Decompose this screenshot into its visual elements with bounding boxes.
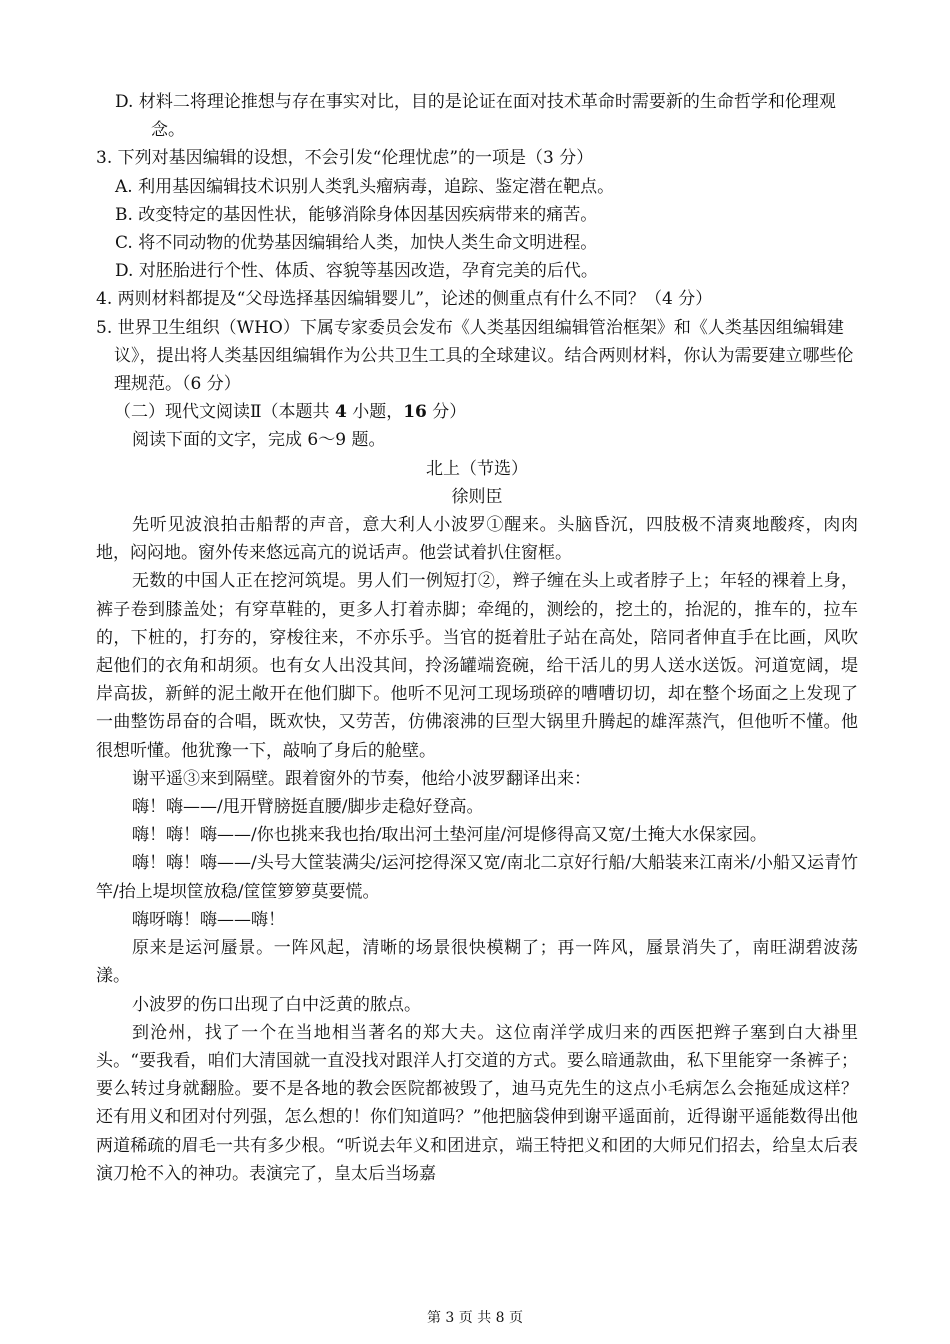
- question-3-option-b: B. 改变特定的基因性状，能够消除身体因基因疾病带来的痛苦。: [115, 204, 598, 225]
- article-paragraph: 到沧州，找了一个在当地相当著名的郑大夫。这位南洋学成归来的西医把辫子塞到白大褂里头。“要我看，咱们大清国就一直没找对跟洋人打交道的方式。要么暗通款曲，私下里能穿一条裤子；要么转过身就翻脸。要不是各地的教会医院都被毁了，迪马克先生的这点小毛病怎么会拖延成这样？还有用义和团对付列强，怎么想的！你们知道吗？”他把脑袋伸到谢平遥面前，近得谢平遥能数得出他两道稀疏的眉毛一共有多少根。“听说去年义和团进京，端王特把义和团的大师兄们招去，给皇太后表演刀枪不入的神功。表演完了，皇太后当场嘉: [96, 1022, 858, 1184]
- question-3-option-d: D. 对胚胎进行个性、体质、容貌等基因改造，孕育完美的后代。: [115, 261, 598, 282]
- question-3-option-a: A. 利用基因编辑技术识别人类乳头瘤病毒，追踪、鉴定潜在靶点。: [115, 176, 615, 197]
- section-score: 16: [403, 402, 427, 423]
- song-line: 嗨！嗨！嗨——/你也挑来我也抬/取出河土垫河崖/河堤修得高又宽/土掩大水保家园。: [132, 825, 767, 846]
- article-paragraph: 小波罗的伤口出现了白中泛黄的脓点。: [132, 994, 421, 1015]
- article-paragraph: 先听见波浪拍击船帮的声音，意大利人小波罗①醒来。头脑昏沉，四肢极不清爽地酸疼，肉肉地，闷闷地。窗外传来悠远高亢的说话声。他尝试着扒住窗框。: [96, 515, 858, 564]
- question-5: 5. 世界卫生组织（WHO）下属专家委员会发布《人类基因组编辑管治框架》和《人类基因组编辑建议》，提出将人类基因组编辑作为公共卫生工具的全球建议。结合两则材料，你认为需要建立哪些伦理规范。（6 分）: [96, 317, 854, 395]
- section-heading-post: 分）: [426, 402, 467, 423]
- section-heading-pre: （二）现代文阅读Ⅱ（本题共: [114, 402, 335, 423]
- reading-instruction: 阅读下面的文字，完成 6～9 题。: [132, 430, 386, 451]
- question-3-stem: 3. 下列对基因编辑的设想，不会引发“伦理忧虑”的一项是（3 分）: [96, 148, 594, 169]
- question-4: 4. 两则材料都提及“父母选择基因编辑婴儿”，论述的侧重点有什么不同？（4 分）: [96, 289, 713, 310]
- section-heading-mid: 小题，: [346, 402, 404, 423]
- article-title: 北上（节选）: [426, 458, 528, 479]
- section-question-count: 4: [334, 402, 347, 423]
- option-d-prev: D. 材料二将理论推想与存在事实对比，目的是论证在面对技术革命时需要新的生命哲学和伦理观念。: [115, 92, 836, 141]
- article-author: 徐则臣: [451, 486, 503, 507]
- song-line: 嗨！嗨——/甩开臂膀挺直腰/脚步走稳好登高。: [132, 797, 484, 818]
- article-paragraph: 谢平遥③来到隔壁。跟着窗外的节奏，他给小波罗翻译出来：: [132, 768, 591, 789]
- section-heading: [96, 398, 858, 426]
- question-3-option-c: C. 将不同动物的优势基因编辑给人类，加快人类生命文明进程。: [115, 233, 598, 254]
- song-line: 嗨！嗨！嗨——/头号大筐装满尖/运河挖得深又宽/南北二京好行船/大船装来江南米/小船又运青竹竿/抬上堤坝筐放稳/筐筐箩箩莫要慌。: [96, 853, 858, 902]
- article-paragraph: 无数的中国人正在挖河筑堤。男人们一例短打②，辫子缠在头上或者脖子上；年轻的裸着上身，裤子卷到膝盖处；有穿草鞋的，更多人打着赤脚；牵绳的，测绘的，挖土的，抬泥的，推车的，拉车的，下桩的，打夯的，穿梭往来，不亦乐乎。当官的挺着肚子站在高处，陪同者伸直手在比画，风吹起他们的衣角和胡须。也有女人出没其间，拎汤罐端瓷碗，给干活儿的男人送水送饭。河道宽阔，堤岸高拔，新鲜的泥土敞开在他们脚下。他听不见河工现场琐碎的嘈嘈切切，却在整个场面之上发现了一曲整饬昂奋的合唱，既欢快，又劳苦，仿佛滚沸的巨型大锅里升腾起的雄浑蒸汽，但他听不懂。他很想听懂。他犹豫一下，敲响了身后的舱壁。: [96, 571, 858, 761]
- article-paragraph: 原来是运河蜃景。一阵风起，清晰的场景很快模糊了；再一阵风，蜃景消失了，南旺湖碧波荡漾。: [96, 938, 858, 987]
- song-line: 嗨呀嗨！嗨——嗨！: [132, 909, 285, 930]
- page-footer: 第 3 页 共 8 页: [426, 1310, 524, 1326]
- document-page: [96, 88, 858, 1188]
